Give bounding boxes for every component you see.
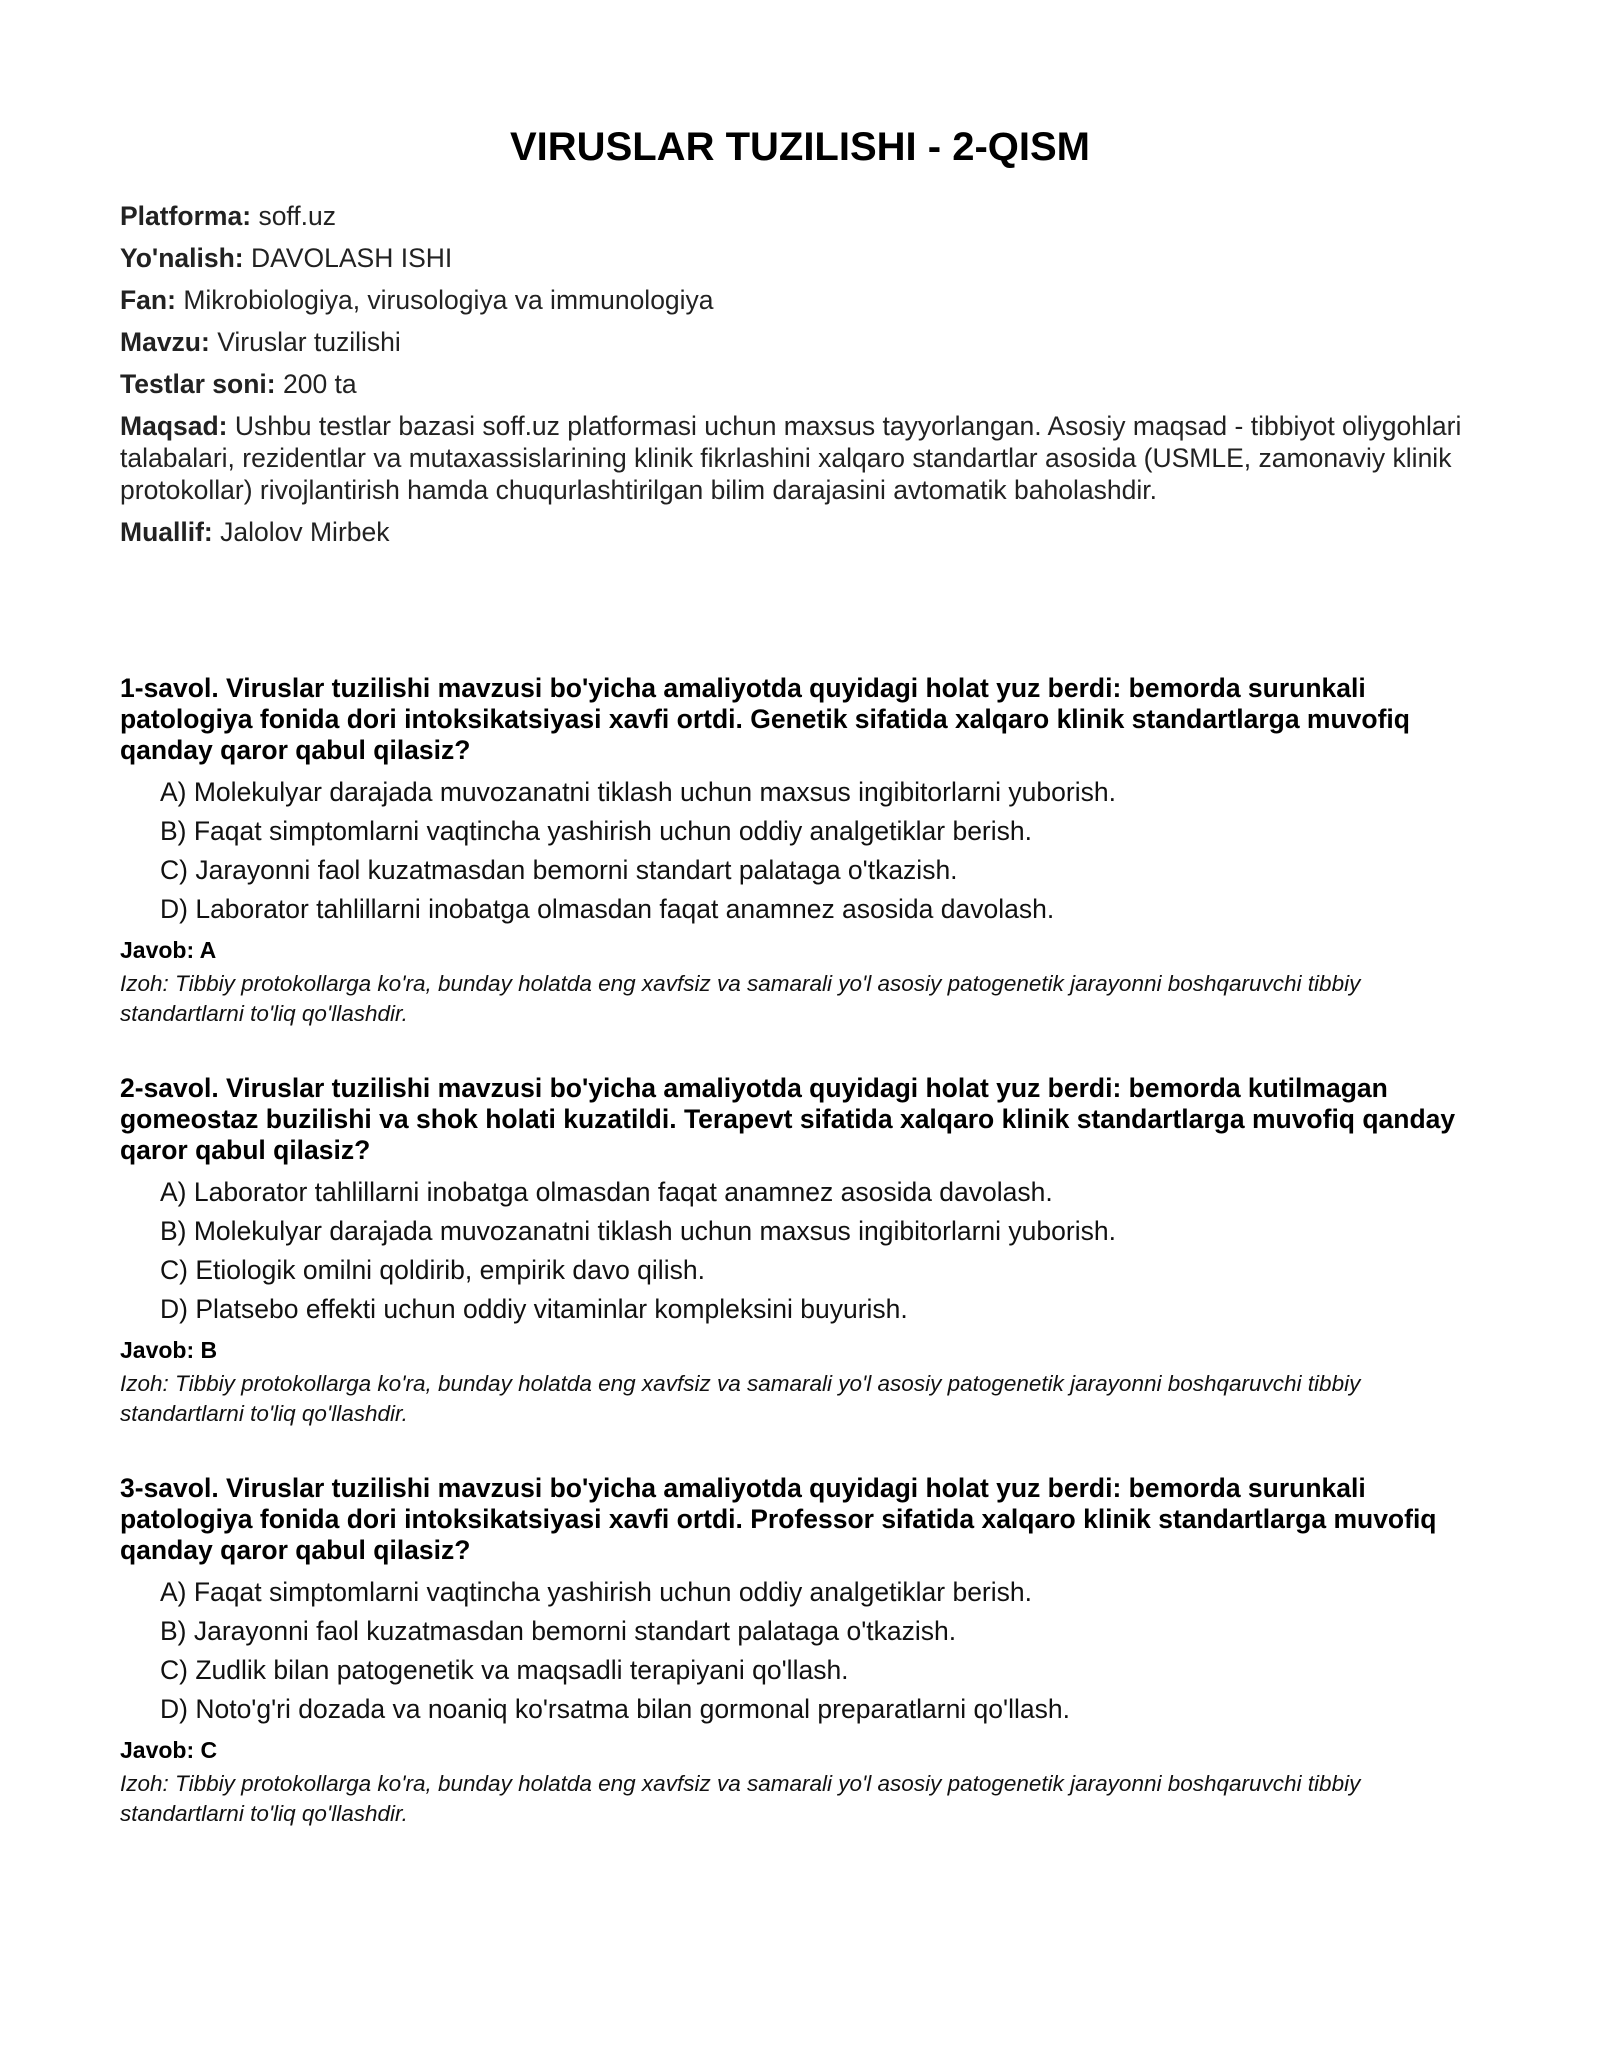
meta-label: Platforma: [120,201,252,231]
meta-row-test-count [120,368,1490,400]
answer-label: Javob: A [120,937,217,963]
option-d: D) Platsebo effekti uchun oddiy vitaminlar kompleksini buyurish. [160,1294,908,1324]
meta-row-platform [120,200,1490,232]
question-list [120,673,1490,1873]
meta-value: soff.uz [258,201,337,231]
meta-row-purpose [120,410,1490,506]
option-a: A) Faqat simptomlarni vaqtincha yashirish uchun oddiy analgetiklar berish. [160,1577,1032,1607]
explanation-note: Izoh: Tibbiy protokollarga ko'ra, bunday holatda eng xavfsiz va samarali yo'l asosiy patogenetik jarayonni boshqaruvchi tibbiy standartlarni to'liq qo'llashdir. [120,971,1361,1026]
document-title: VIRUSLAR TUZILISHI - 2-QISM [510,125,1090,169]
option-d: D) Laborator tahlillarni inobatga olmasdan faqat anamnez asosida davolash. [160,894,1055,924]
meta-value: DAVOLASH ISHI [250,243,453,273]
answer-label: Javob: B [120,1337,218,1363]
meta-row-topic [120,326,1490,358]
question-2 [120,1073,1490,1429]
answer-label: Javob: C [120,1737,218,1763]
meta-label: Testlar soni: [120,369,276,399]
meta-row-author [120,516,1490,548]
meta-label: Mavzu: [120,327,210,357]
meta-value: Viruslar tuzilishi [217,327,401,357]
meta-row-subject [120,284,1490,316]
option-list [120,1576,1490,1725]
metadata-block [120,200,1490,558]
option-list [120,1176,1490,1325]
option-c: C) Jarayonni faol kuzatmasdan bemorni standart palataga o'tkazish. [160,855,958,885]
option-a: A) Molekulyar darajada muvozanatni tiklash uchun maxsus ingibitorlarni yuborish. [160,777,1116,807]
meta-value: Mikrobiologiya, virusologiya va immunologiya [183,285,714,315]
question-text: 1-savol. Viruslar tuzilishi mavzusi bo'yicha amaliyotda quyidagi holat yuz berdi: bemorda surunkali patologiya fonida dori intoksikatsiyasi xavfi ortdi. Genetik sifatida xalqaro klinik standartlarga muvofiq qanday qaror qabul qilasiz? [120,673,1410,765]
meta-value: Ushbu testlar bazasi soff.uz platformasi uchun maxsus tayyorlangan. Asosiy maqsad - tibbiyot oliygohlari talabalari, rezidentlar va mutaxassislarining klinik fikrlashini xalqaro standartlar asosida (USMLE, zamonaviy klinik protokollar) rivojlantirish hamda chuqurlashtirilgan bilim darajasini avtomatik baholashdir. [120,411,1462,505]
explanation-note: Izoh: Tibbiy protokollarga ko'ra, bunday holatda eng xavfsiz va samarali yo'l asosiy patogenetik jarayonni boshqaruvchi tibbiy standartlarni to'liq qo'llashdir. [120,1771,1361,1826]
option-b: B) Molekulyar darajada muvozanatni tiklash uchun maxsus ingibitorlarni yuborish. [160,1216,1116,1246]
meta-value: Jalolov Mirbek [220,517,390,547]
option-c: C) Etiologik omilni qoldirib, empirik davo qilish. [160,1255,705,1285]
question-1 [120,673,1490,1029]
meta-label: Maqsad: [120,411,228,441]
option-a: A) Laborator tahlillarni inobatga olmasdan faqat anamnez asosida davolash. [160,1177,1053,1207]
meta-label: Muallif: [120,517,213,547]
meta-label: Yo'nalish: [120,243,244,273]
option-c: C) Zudlik bilan patogenetik va maqsadli terapiyani qo'llash. [160,1655,849,1685]
meta-label: Fan: [120,285,176,315]
option-d: D) Noto'g'ri dozada va noaniq ko'rsatma bilan gormonal preparatlarni qo'llash. [160,1694,1070,1724]
question-text: 3-savol. Viruslar tuzilishi mavzusi bo'yicha amaliyotda quyidagi holat yuz berdi: bemorda surunkali patologiya fonida dori intoksikatsiyasi xavfi ortdi. Professor sifatida xalqaro klinik standartlarga muvofiq qanday qaror qabul qilasiz? [120,1473,1437,1565]
option-b: B) Jarayonni faol kuzatmasdan bemorni standart palataga o'tkazish. [160,1616,957,1646]
explanation-note: Izoh: Tibbiy protokollarga ko'ra, bunday holatda eng xavfsiz va samarali yo'l asosiy patogenetik jarayonni boshqaruvchi tibbiy standartlarni to'liq qo'llashdir. [120,1371,1361,1426]
option-list [120,776,1490,925]
meta-value: 200 ta [282,369,357,399]
question-3 [120,1473,1490,1829]
question-text: 2-savol. Viruslar tuzilishi mavzusi bo'yicha amaliyotda quyidagi holat yuz berdi: bemorda kutilmagan gomeostaz buzilishi va shok holati kuzatildi. Terapevt sifatida xalqaro klinik standartlarga muvofiq qanday qaror qabul qilasiz? [120,1073,1456,1165]
option-b: B) Faqat simptomlarni vaqtincha yashirish uchun oddiy analgetiklar berish. [160,816,1032,846]
meta-row-direction [120,242,1490,274]
